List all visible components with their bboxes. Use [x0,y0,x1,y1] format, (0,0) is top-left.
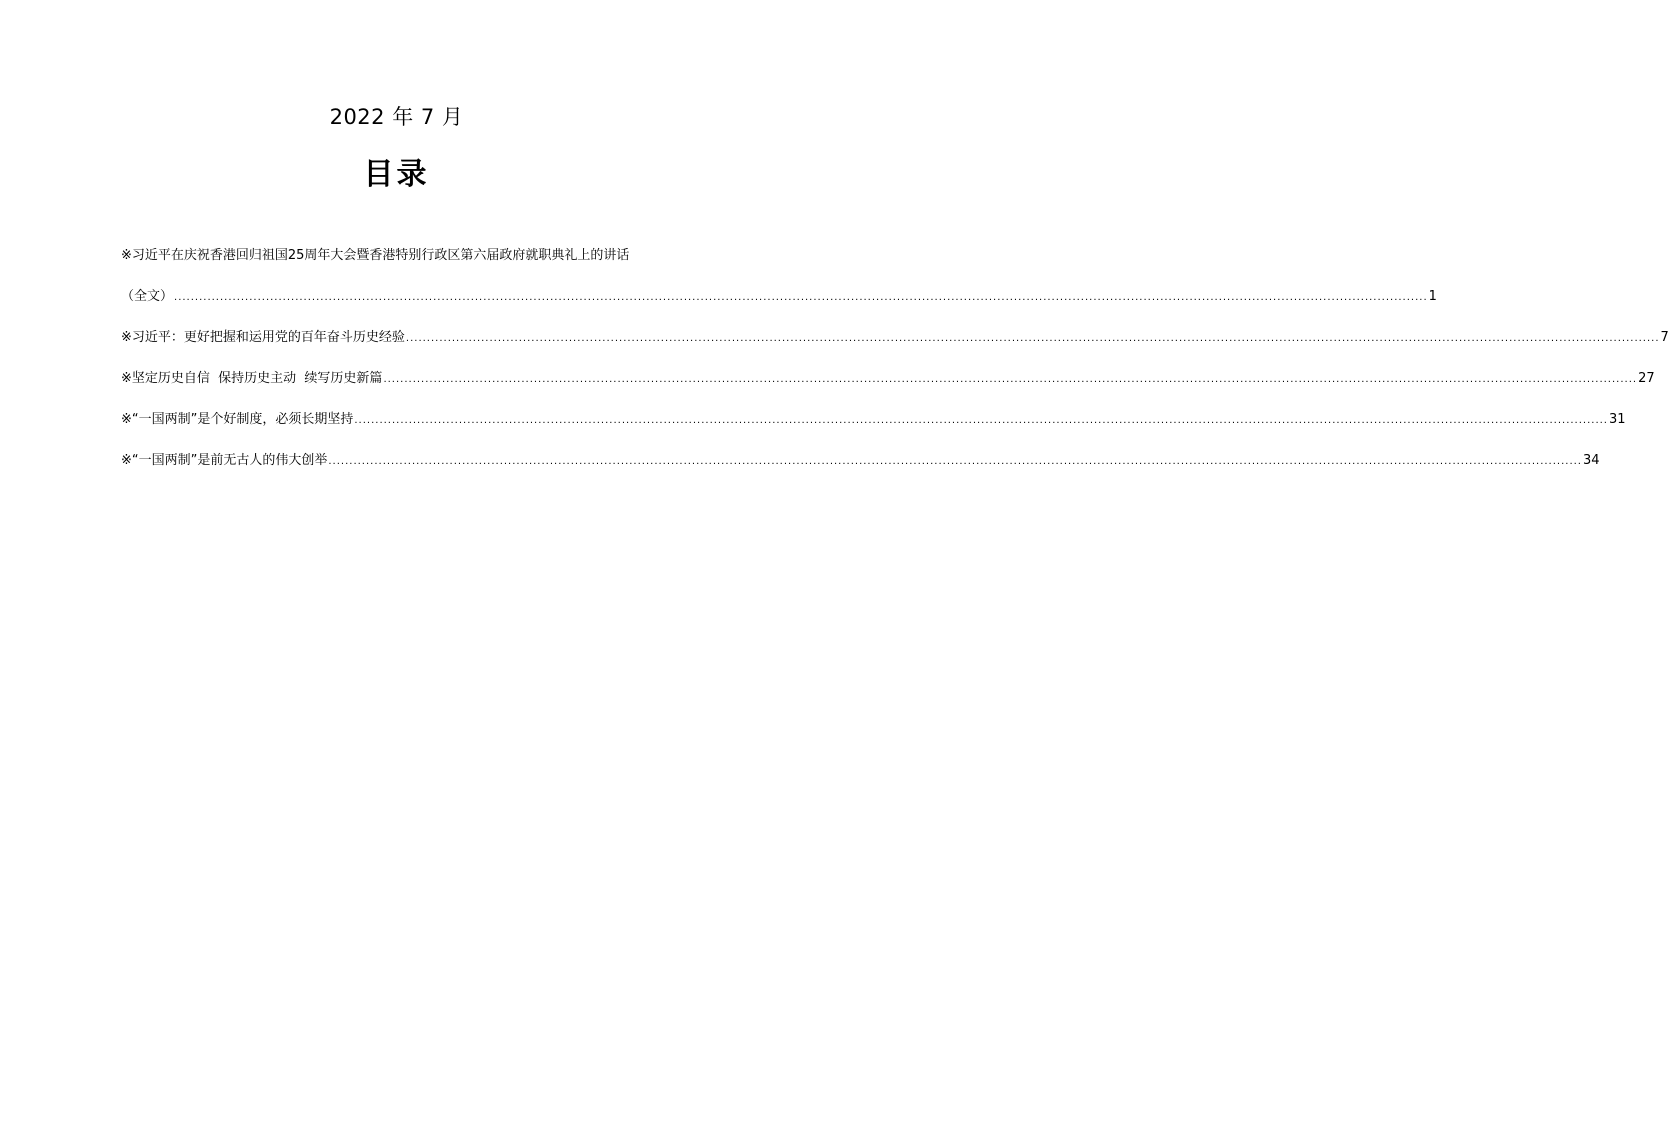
toc-entry-text: ※习近平：更好把握和运用党的百年奋斗历史经验 [121,330,405,345]
toc-entry-1-line-1[interactable] [121,241,672,282]
toc-entry-3[interactable] [121,364,1655,405]
toc-title: 目录 [363,157,430,192]
toc-entry-5[interactable] [121,446,1600,487]
toc-entry-4[interactable] [121,405,1626,446]
toc-entry-text: ※习近平在庆祝香港回归祖国25周年大会暨香港特别行政区第六届政府就职典礼上的讲话 [121,248,630,263]
toc-entry-text: （全文） [121,289,174,304]
toc-entry-2[interactable] [121,323,1669,364]
toc-entry-text: ※坚定历史自信 保持历史主动 续写历史新篇 [121,371,383,386]
toc-dot-leader: ............................................................................................................................................................................................................................................................................................................ [383,374,1638,385]
toc-dot-leader: ............................................................................................................................................................................................................................................................................................................ [354,415,1608,426]
toc-page-number: 1 [1428,289,1437,304]
document-date: 2022 年 7 月 [329,105,464,129]
toc-page-number: 7 [1660,330,1669,345]
toc-entry-text: ※“一国两制”是前无古人的伟大创举 [121,453,328,468]
toc-entry-1-line-2[interactable] [121,282,1437,323]
toc-dot-leader: ............................................................................................................................................................................................................................................................................................................ [328,456,1582,467]
toc-dot-leader: ............................................................................................................................................................................................................................................................................................................ [405,333,1660,344]
toc-page-number: 34 [1583,453,1600,468]
toc-page-number: 27 [1638,371,1655,386]
toc-dot-leader: ............................................................................................................................................................................................................................................................................................................ [174,292,1428,303]
toc-entry-text: ※“一国两制”是个好制度，必须长期坚持 [121,412,354,427]
toc-page-number: 31 [1609,412,1626,427]
table-of-contents [121,241,1669,487]
